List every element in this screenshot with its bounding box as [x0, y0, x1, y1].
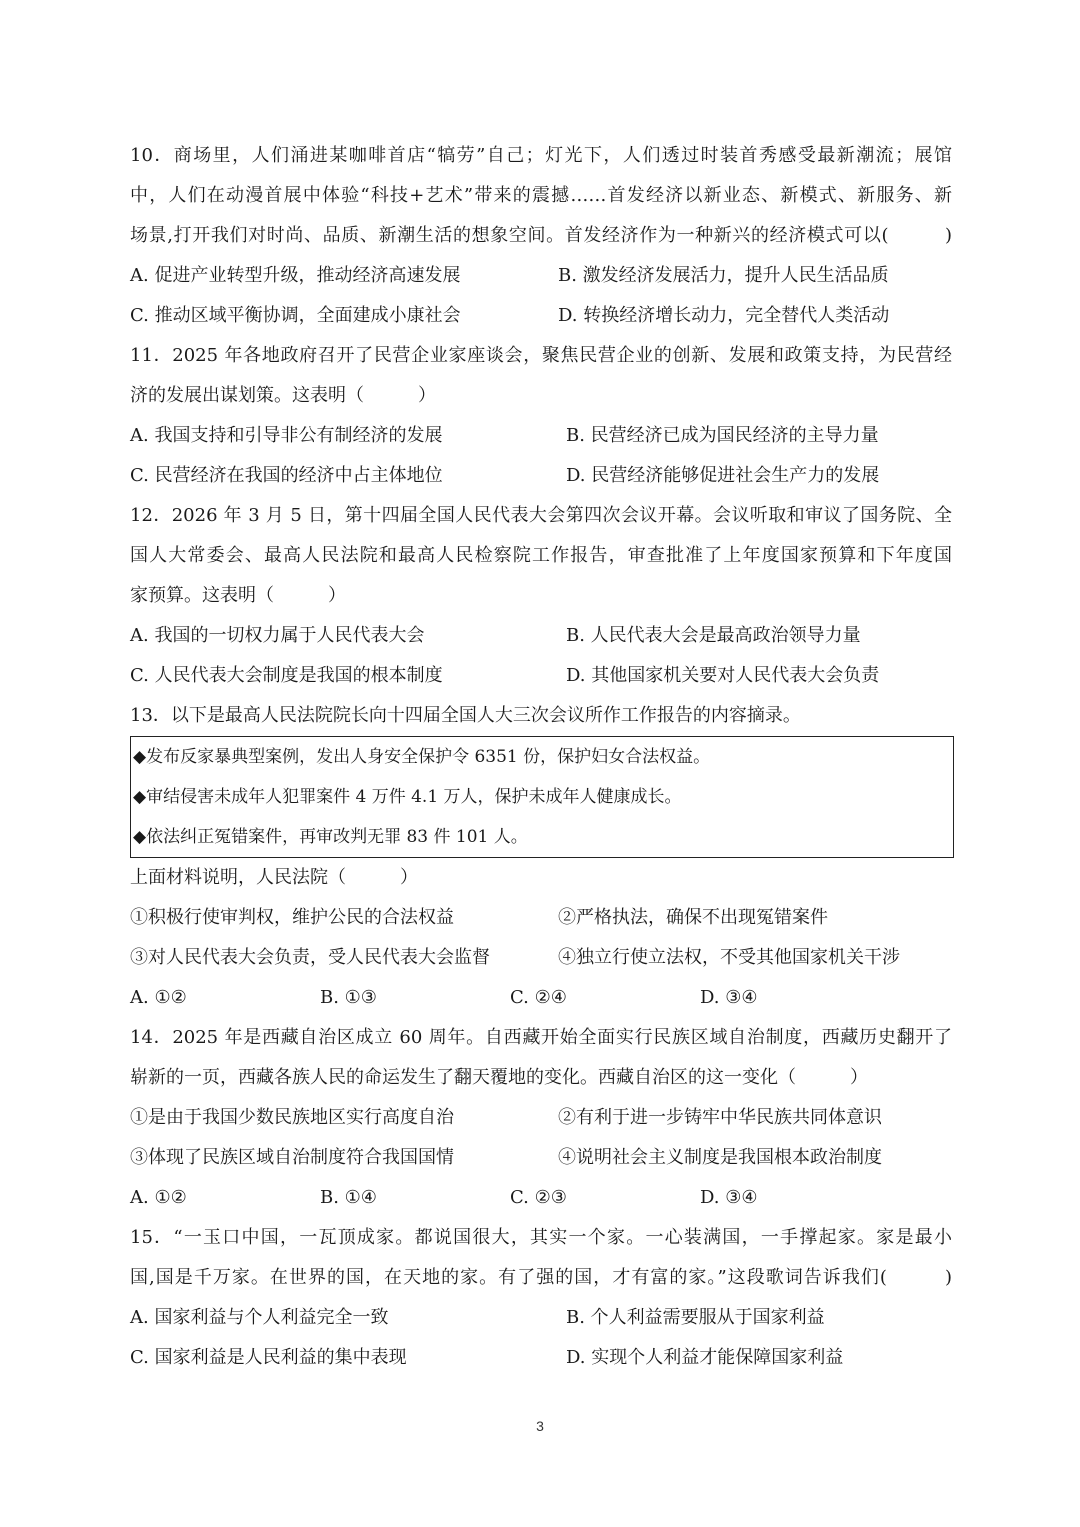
material-item-1: ◆发布反家暴典型案例，发出人身安全保护令 6351 份，保护妇女合法权益。 [133, 747, 711, 767]
question-10-option-d: D. 转换经济增长动力，完全替代人类活动 [558, 305, 890, 326]
question-12-stem-line-1: 12．2026 年 3 月 5 日，第十四届全国人民代表大会第四次会议开幕。会议听取和审议了国务院、全 [130, 505, 952, 526]
question-13-statement-2: ②严格执法，确保不出现冤错案件 [558, 907, 828, 928]
question-10-options-row-2 [130, 296, 952, 336]
question-15-option-c: C. 国家利益是人民利益的集中表现 [130, 1347, 407, 1368]
question-10-option-c: C. 推动区域平衡协调，全面建成小康社会 [130, 305, 461, 326]
question-14-statement-3: ③体现了民族区域自治制度符合我国国情 [130, 1147, 454, 1168]
question-11-options-row-1 [130, 416, 952, 456]
question-14-option-c: C. ②③ [510, 1187, 567, 1208]
question-12-stem-line-2: 国人大常委会、最高人民法院和最高人民检察院工作报告，审查批准了上年度国家预算和下年度国 [130, 545, 952, 566]
question-14-statement-1: ①是由于我国少数民族地区实行高度自治 [130, 1107, 454, 1128]
question-15-option-b: B. 个人利益需要服从于国家利益 [566, 1307, 825, 1328]
question-11-option-a: A. 我国支持和引导非公有制经济的发展 [130, 425, 443, 446]
question-11-option-b: B. 民营经济已成为国民经济的主导力量 [566, 425, 879, 446]
question-14-stem-line-1: 14．2025 年是西藏自治区成立 60 周年。自西藏开始全面实行民族区域自治制度，西藏历史翻开了 [130, 1027, 952, 1048]
question-15-options-row-1 [130, 1298, 952, 1338]
question-10-options-row-1 [130, 256, 952, 296]
question-13 [130, 696, 952, 1018]
question-13-option-b: B. ①③ [320, 987, 377, 1008]
question-15-option-d: D. 实现个人利益才能保障国家利益 [566, 1347, 844, 1368]
question-15 [130, 1218, 952, 1378]
question-12-stem-line-3: 家预算。这表明（ ） [130, 585, 346, 606]
question-12-option-c: C. 人民代表大会制度是我国的根本制度 [130, 665, 443, 686]
question-12 [130, 496, 952, 696]
question-11-stem-line-1: 11．2025 年各地政府召开了民营企业家座谈会，聚焦民营企业的创新、发展和政策支持，为民营经 [130, 345, 952, 366]
question-13-options [130, 978, 952, 1018]
question-10-stem-line-2: 中，人们在动漫首展中体验“科技+艺术”带来的震撼……首发经济以新业态、新模式、新服务、新 [130, 185, 952, 206]
question-11-option-c: C. 民营经济在我国的经济中占主体地位 [130, 465, 443, 486]
question-15-stem-line-2: 国,国是千万家。在世界的国，在天地的家。有了强的国，才有富的家。”这段歌词告诉我们( ) [130, 1267, 952, 1288]
question-11-stem-line-2: 济的发展出谋划策。这表明（ ） [130, 385, 436, 406]
material-item-2: ◆审结侵害未成年人犯罪案件 4 万件 4.1 万人，保护未成年人健康成长。 [133, 787, 682, 807]
question-13-statement-3: ③对人民代表大会负责，受人民代表大会监督 [130, 947, 490, 968]
question-15-options-row-2 [130, 1338, 952, 1378]
question-14-option-a: A. ①② [130, 1187, 187, 1208]
exam-page [130, 136, 952, 1378]
question-11-option-d: D. 民营经济能够促进社会生产力的发展 [566, 465, 880, 486]
question-10-option-b: B. 激发经济发展活力，提升人民生活品质 [558, 265, 889, 286]
question-10 [130, 136, 952, 336]
material-item-3: ◆依法纠正冤错案件，再审改判无罪 83 件 101 人。 [133, 827, 528, 847]
question-14-options [130, 1178, 952, 1218]
question-10-stem-line-1: 10．商场里，人们涌进某咖啡首店“犒劳”自己；灯光下，人们透过时装首秀感受最新潮流；展馆 [130, 145, 952, 166]
question-12-option-b: B. 人民代表大会是最高政治领导力量 [566, 625, 861, 646]
question-15-option-a: A. 国家利益与个人利益完全一致 [130, 1307, 389, 1328]
question-13-intro: 13．以下是最高人民法院院长向十四届全国人大三次会议所作工作报告的内容摘录。 [130, 705, 801, 726]
question-14-statement-2: ②有利于进一步铸牢中华民族共同体意识 [558, 1107, 882, 1128]
question-14-statements-row-2 [130, 1138, 952, 1178]
question-14 [130, 1018, 952, 1218]
question-12-options-row-2 [130, 656, 952, 696]
question-13-statement-4: ④独立行使立法权，不受其他国家机关干涉 [558, 947, 900, 968]
question-12-options-row-1 [130, 616, 952, 656]
question-14-stem-line-2: 崭新的一页，西藏各族人民的命运发生了翻天覆地的变化。西藏自治区的这一变化（ ） [130, 1067, 868, 1088]
question-14-option-d: D. ③④ [700, 1187, 758, 1208]
question-14-option-b: B. ①④ [320, 1187, 377, 1208]
question-14-statements-row-1 [130, 1098, 952, 1138]
question-11 [130, 336, 952, 496]
question-10-stem-line-3: 场景,打开我们对时尚、品质、新潮生活的想象空间。首发经济作为一种新兴的经济模式可以( ) [130, 225, 952, 246]
question-13-option-c: C. ②④ [510, 987, 567, 1008]
question-13-option-d: D. ③④ [700, 987, 758, 1008]
question-13-statements-row-2 [130, 938, 952, 978]
question-14-statement-4: ④说明社会主义制度是我国根本政治制度 [558, 1147, 882, 1168]
question-13-option-a: A. ①② [130, 987, 187, 1008]
question-13-material-box [130, 736, 954, 858]
question-12-option-a: A. 我国的一切权力属于人民代表大会 [130, 625, 425, 646]
page-number: 3 [536, 1418, 544, 1434]
question-10-option-a: A. 促进产业转型升级，推动经济高速发展 [130, 265, 461, 286]
question-13-statement-1: ①积极行使审判权，维护公民的合法权益 [130, 907, 454, 928]
question-11-options-row-2 [130, 456, 952, 496]
question-13-stem: 上面材料说明，人民法院（ ） [130, 867, 418, 888]
question-12-option-d: D. 其他国家机关要对人民代表大会负责 [566, 665, 880, 686]
question-15-stem-line-1: 15．“一玉口中国，一瓦顶成家。都说国很大，其实一个家。一心装满国，一手撑起家。家是最小 [130, 1227, 952, 1248]
question-13-statements-row-1 [130, 898, 952, 938]
